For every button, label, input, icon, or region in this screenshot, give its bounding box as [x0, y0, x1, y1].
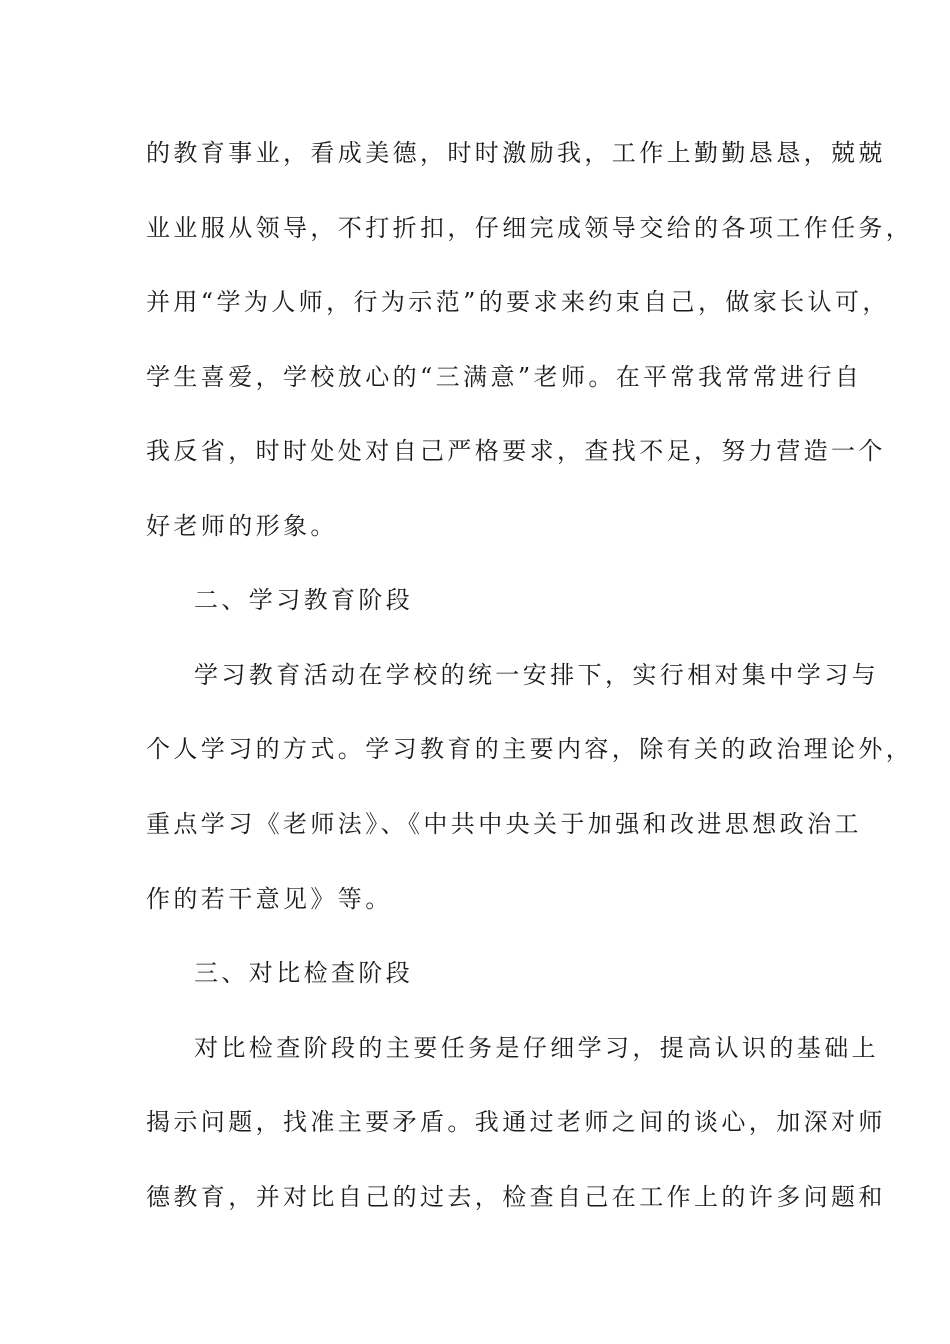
paragraph-line: 业业服从领导，不打折扣，仔细完成领导交给的各项工作任务， — [146, 214, 914, 242]
paragraph-line: 揭示问题，找准主要矛盾。我通过老师之间的谈心，加深对师 — [146, 1108, 886, 1136]
paragraph-line: 对比检查阶段的主要任务是仔细学习，提高认识的基础上 — [194, 1034, 879, 1062]
paragraph-line: 我反省，时时处处对自己严格要求，查找不足，努力营造一个 — [146, 437, 886, 465]
section-heading: 二、学习教育阶段 — [194, 586, 414, 614]
paragraph-line: 作的若干意见》等。 — [146, 885, 393, 913]
paragraph-line: 学生喜爱，学校放心的“三满意”老师。在平常我常常进行自 — [146, 363, 863, 391]
section-heading: 三、对比检查阶段 — [194, 959, 414, 987]
paragraph-line: 学习教育活动在学校的统一安排下，实行相对集中学习与 — [194, 661, 879, 689]
paragraph-line: 的教育事业，看成美德，时时激励我，工作上勤勤恳恳，兢兢 — [146, 139, 886, 167]
paragraph-line: 个人学习的方式。学习教育的主要内容，除有关的政治理论外， — [146, 735, 914, 763]
paragraph-line: 好老师的形象。 — [146, 512, 338, 540]
paragraph-line: 并用“学为人师，行为示范”的要求来约束自己，做家长认可， — [146, 288, 890, 316]
paragraph-line: 重点学习《老师法》、《中共中央关于加强和改进思想政治工 — [146, 810, 862, 838]
paragraph-line: 德教育，并对比自己的过去，检查自己在工作上的许多问题和 — [146, 1183, 886, 1211]
